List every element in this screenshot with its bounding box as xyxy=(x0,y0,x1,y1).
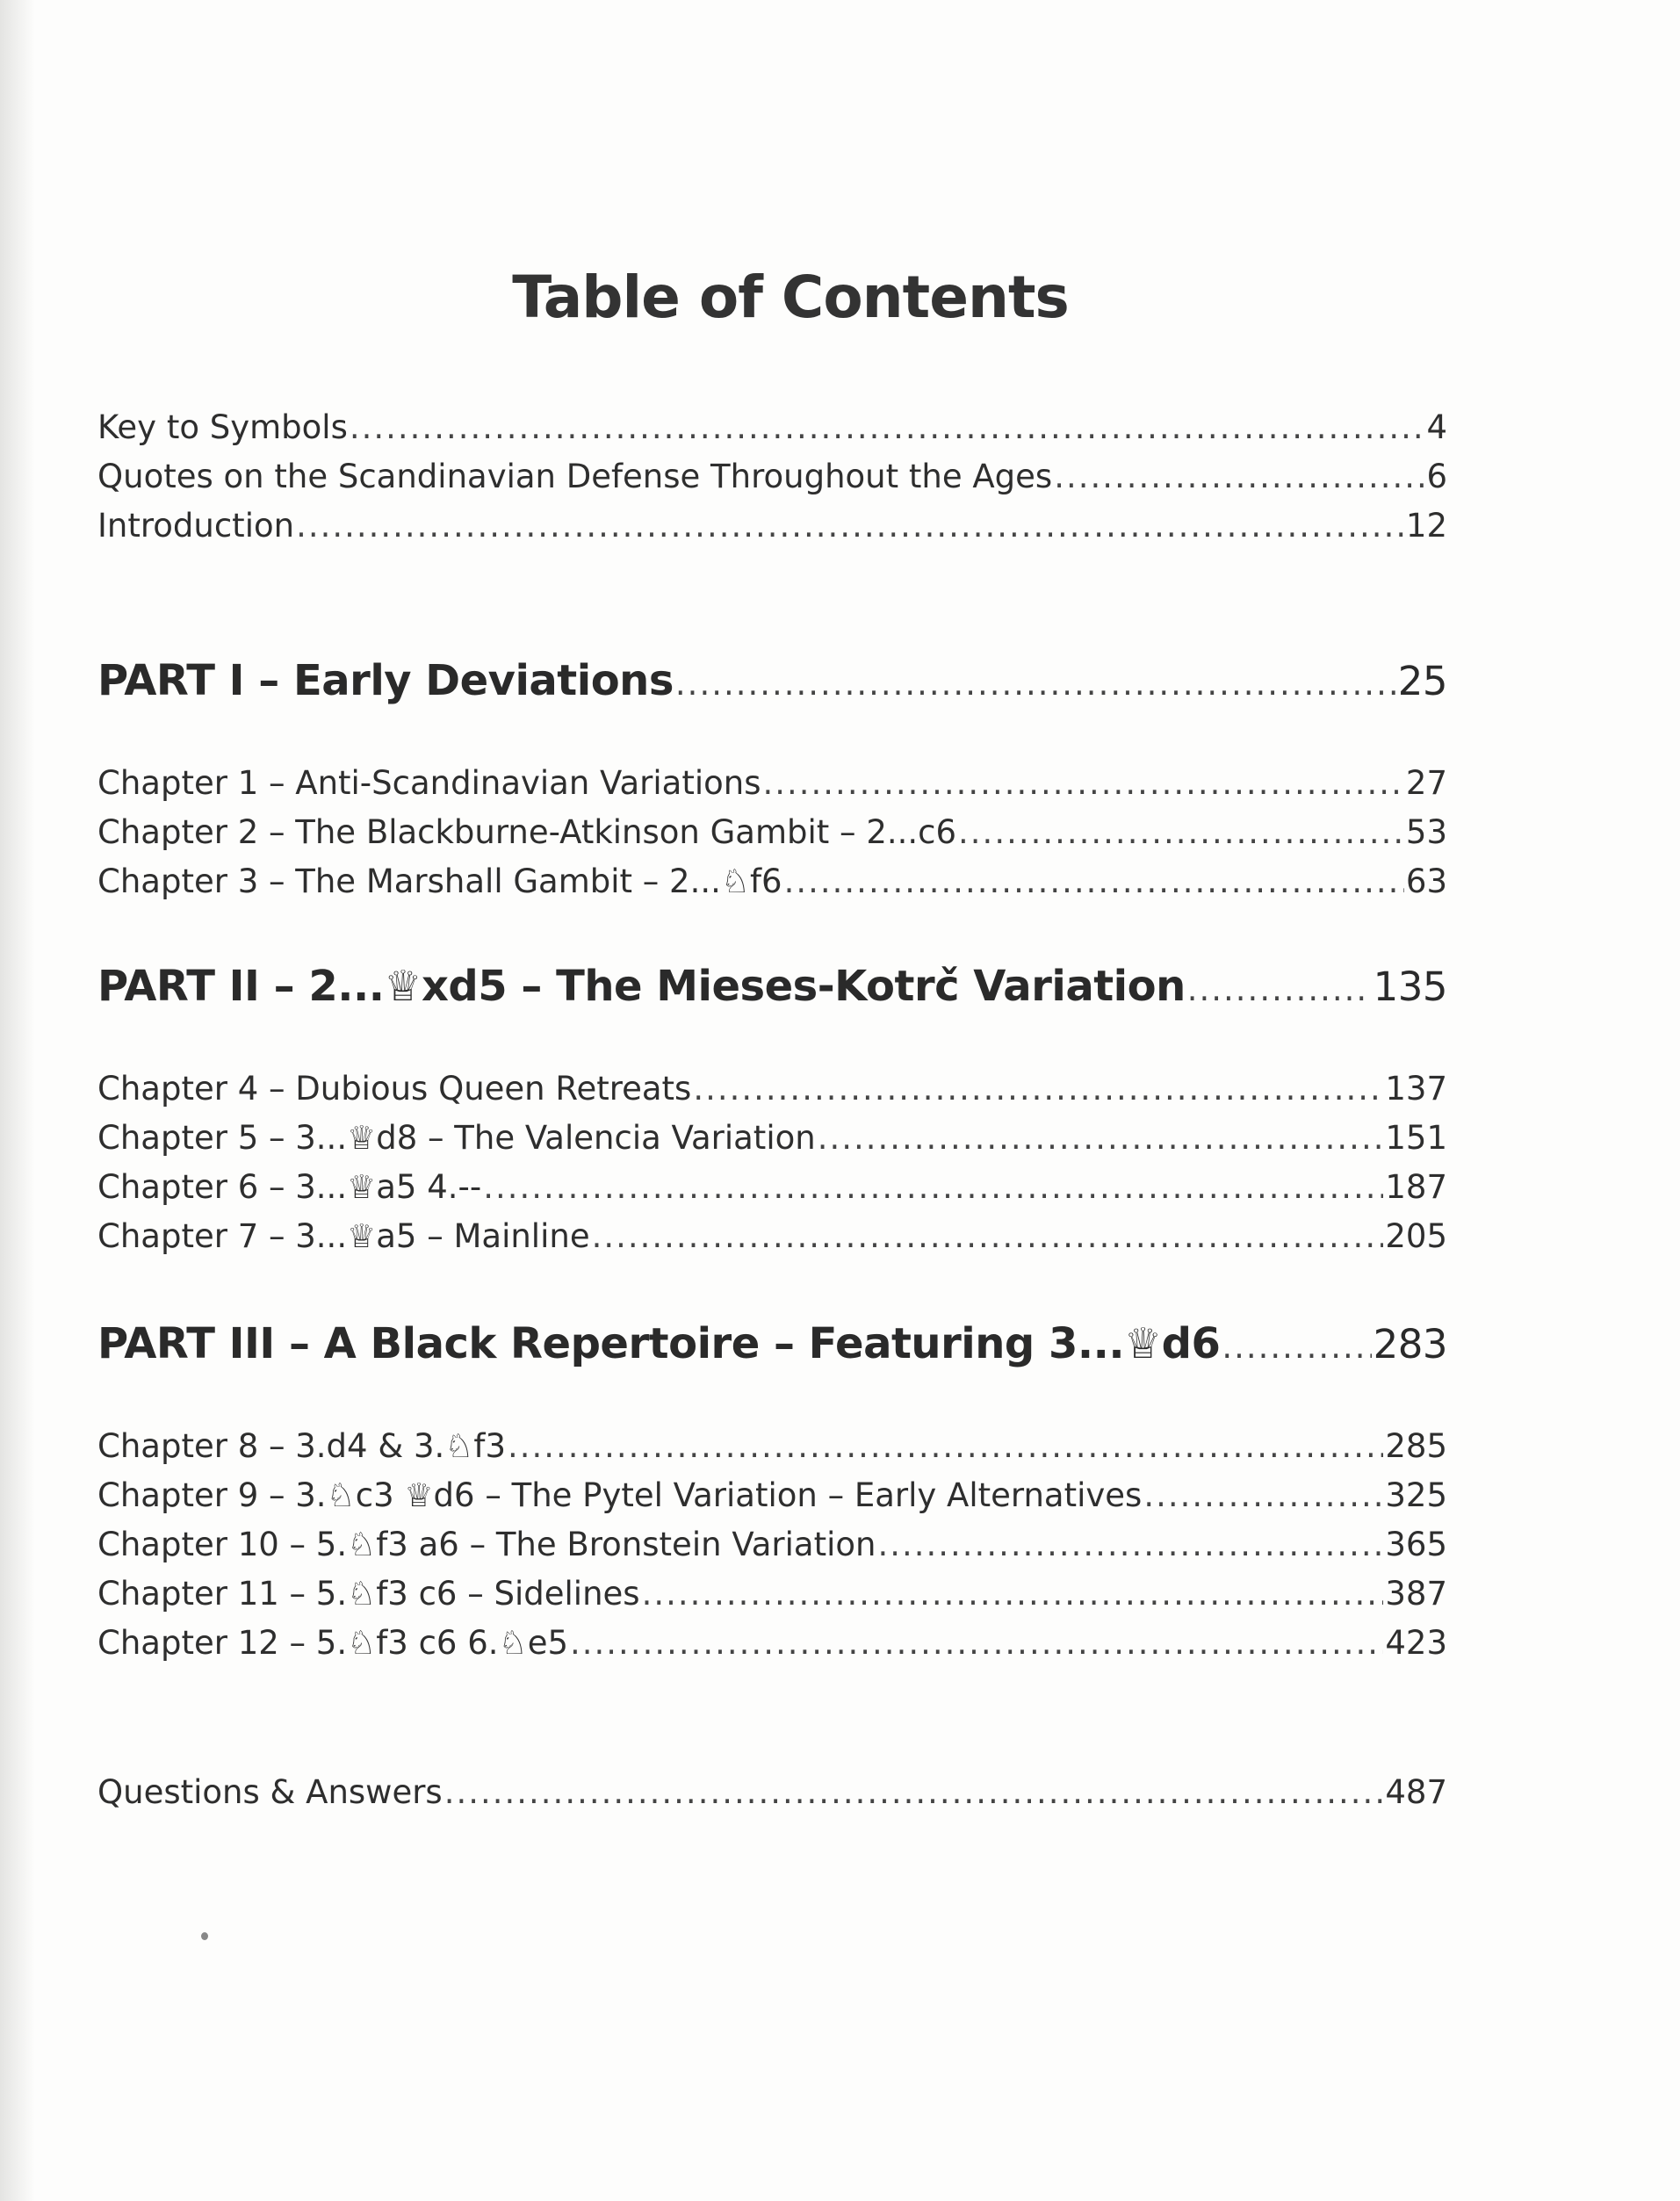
dot-leader xyxy=(350,408,1425,446)
toc-entry-page: 4 xyxy=(1426,408,1447,446)
chapter-page: 365 xyxy=(1385,1526,1447,1563)
chapter-label: Chapter 7 – 3...♕a5 – Mainline xyxy=(97,1217,590,1255)
chapter-page: 63 xyxy=(1405,862,1447,900)
toc-entry-label: Quotes on the Scandinavian Defense Throughout the Ages xyxy=(97,458,1053,495)
toc-chapter-8[interactable] xyxy=(97,1427,1447,1465)
chapter-label: Chapter 6 – 3...♕a5 4.-- xyxy=(97,1168,482,1206)
dot-leader xyxy=(1187,971,1372,1008)
part-page: 135 xyxy=(1373,963,1447,1010)
dot-leader xyxy=(958,813,1404,851)
chapter-label: Chapter 2 – The Blackburne-Atkinson Gambit – 2...c6 xyxy=(97,813,957,851)
toc-chapter-6[interactable] xyxy=(97,1168,1447,1206)
chapter-page: 27 xyxy=(1405,764,1447,802)
chapter-label: Chapter 8 – 3.d4 & 3.♘f3 xyxy=(97,1427,506,1465)
dot-leader xyxy=(693,1070,1383,1108)
chapter-page: 285 xyxy=(1385,1427,1447,1465)
dot-leader xyxy=(570,1624,1383,1662)
toc-entry-quotes[interactable] xyxy=(97,458,1447,495)
chapter-page: 387 xyxy=(1385,1575,1447,1613)
chapter-label: Chapter 9 – 3.♘c3 ♕d6 – The Pytel Variation – Early Alternatives xyxy=(97,1476,1143,1514)
toc-chapter-11[interactable] xyxy=(97,1575,1447,1613)
chapter-label: Chapter 1 – Anti-Scandinavian Variations xyxy=(97,764,761,802)
toc-entry-label: Key to Symbols xyxy=(97,408,348,446)
toc-chapter-1[interactable] xyxy=(97,764,1447,802)
toc-entry-questions-answers[interactable] xyxy=(97,1773,1447,1811)
dot-leader xyxy=(818,1119,1384,1157)
chapter-label: Chapter 10 – 5.♘f3 a6 – The Bronstein Variation xyxy=(97,1526,876,1563)
toc-entry-introduction[interactable] xyxy=(97,507,1447,545)
toc-chapter-4[interactable] xyxy=(97,1070,1447,1108)
dot-leader xyxy=(296,507,1404,545)
chapter-label: Chapter 3 – The Marshall Gambit – 2...♘f6 xyxy=(97,862,782,900)
chapter-page: 137 xyxy=(1385,1070,1447,1108)
dot-leader xyxy=(1054,458,1424,495)
toc-chapter-3[interactable] xyxy=(97,862,1447,900)
toc-entry-page: 12 xyxy=(1405,507,1447,545)
chapter-page: 53 xyxy=(1405,813,1447,851)
toc-entry-page: 6 xyxy=(1426,458,1447,495)
scan-speck xyxy=(201,1932,208,1940)
chapter-label: Chapter 11 – 5.♘f3 c6 – Sidelines xyxy=(97,1575,640,1613)
page-title: Table of Contents xyxy=(512,263,1069,331)
toc-entry-key-to-symbols[interactable] xyxy=(97,408,1447,446)
toc-entry-label: Questions & Answers xyxy=(97,1773,443,1811)
dot-leader xyxy=(483,1168,1383,1206)
toc-entry-page: 487 xyxy=(1385,1773,1447,1811)
chapter-page: 187 xyxy=(1385,1168,1447,1206)
chapter-page: 423 xyxy=(1385,1624,1447,1662)
dot-leader xyxy=(642,1575,1384,1613)
chapter-page: 151 xyxy=(1385,1119,1447,1157)
chapter-label: Chapter 12 – 5.♘f3 c6 6.♘e5 xyxy=(97,1624,569,1662)
dot-leader xyxy=(444,1773,1384,1811)
chapter-label: Chapter 4 – Dubious Queen Retreats xyxy=(97,1070,692,1108)
toc-part-1[interactable] xyxy=(97,656,1447,705)
part-label: PART III – A Black Repertoire – Featuring 3...♕d6 xyxy=(97,1319,1221,1368)
part-label: PART I – Early Deviations xyxy=(97,656,674,705)
toc-part-3[interactable] xyxy=(97,1319,1447,1368)
dot-leader xyxy=(592,1217,1384,1255)
toc-entry-label: Introduction xyxy=(97,507,295,545)
part-page: 283 xyxy=(1373,1321,1447,1368)
dot-leader xyxy=(762,764,1403,802)
chapter-page: 205 xyxy=(1385,1217,1447,1255)
toc-chapter-9[interactable] xyxy=(97,1476,1447,1514)
dot-leader xyxy=(1143,1476,1383,1514)
toc-chapter-5[interactable] xyxy=(97,1119,1447,1157)
dot-leader xyxy=(877,1526,1383,1563)
dot-leader xyxy=(675,665,1396,703)
toc-chapter-2[interactable] xyxy=(97,813,1447,851)
part-page: 25 xyxy=(1397,658,1447,704)
toc-chapter-12[interactable] xyxy=(97,1624,1447,1662)
toc-chapter-10[interactable] xyxy=(97,1526,1447,1563)
chapter-page: 325 xyxy=(1385,1476,1447,1514)
dot-leader xyxy=(784,862,1404,900)
chapter-label: Chapter 5 – 3...♕d8 – The Valencia Variation xyxy=(97,1119,816,1157)
dot-leader xyxy=(1222,1328,1371,1366)
toc-part-2[interactable] xyxy=(97,962,1447,1011)
dot-leader xyxy=(508,1427,1383,1465)
toc-chapter-7[interactable] xyxy=(97,1217,1447,1255)
part-label: PART II – 2...♕xd5 – The Mieses-Kotrč Variation xyxy=(97,962,1186,1011)
